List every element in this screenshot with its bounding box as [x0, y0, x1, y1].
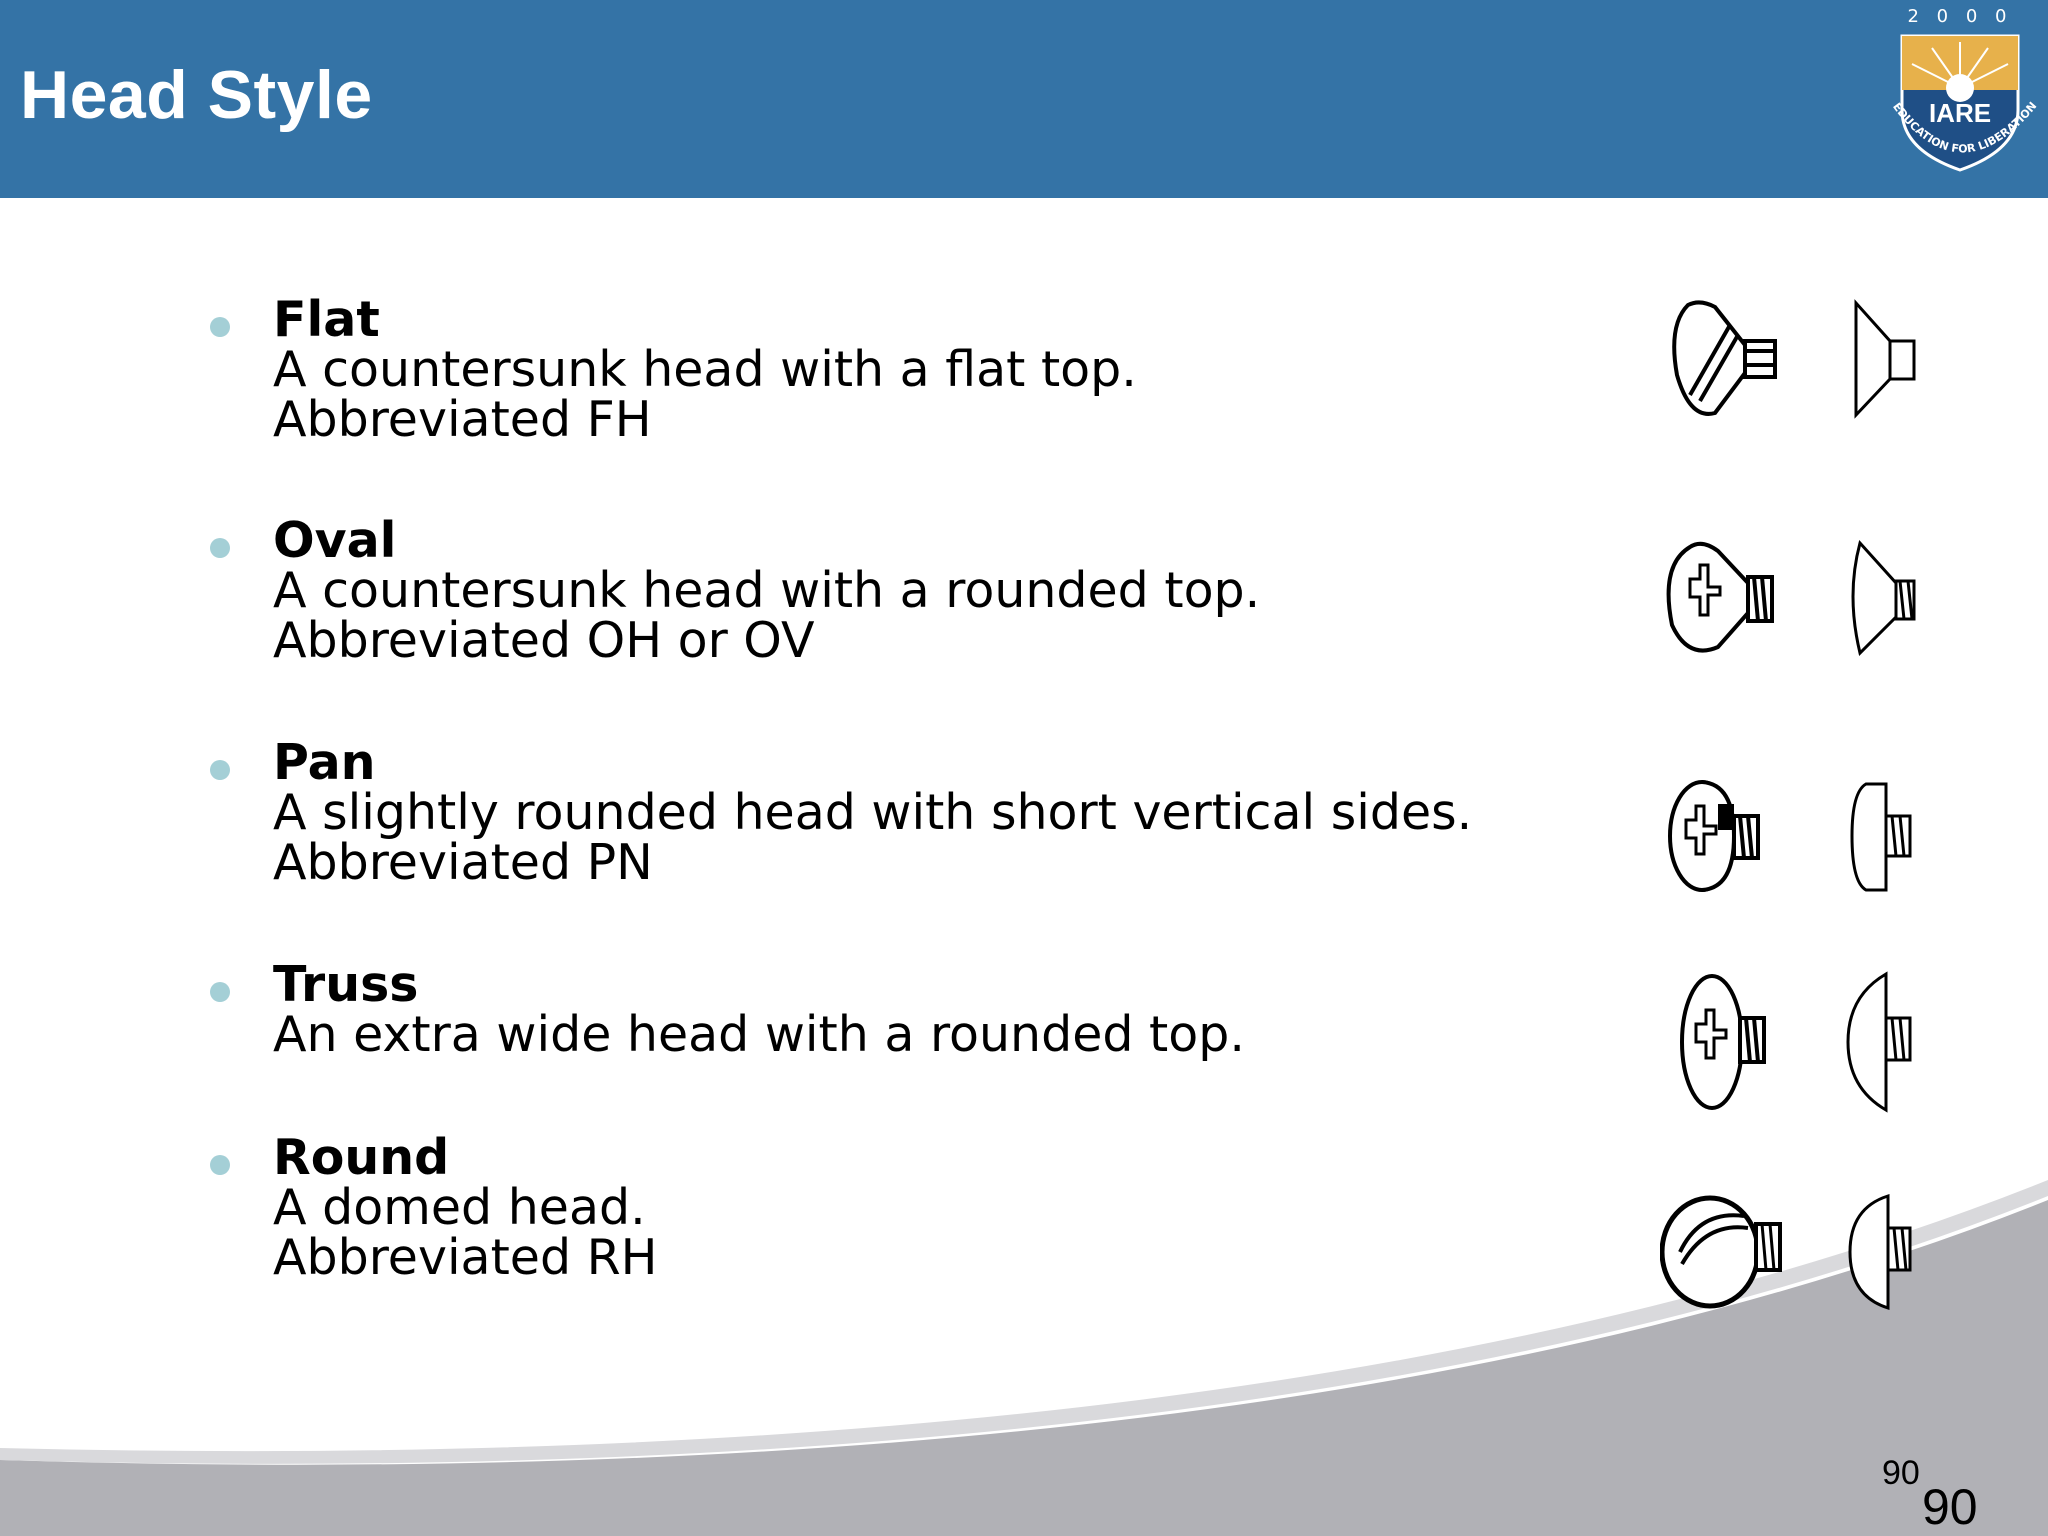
item-abbreviation: Abbreviated FH	[273, 391, 652, 448]
bullet-icon	[210, 760, 230, 780]
logo-year: 2 0 0 0	[1907, 6, 2013, 27]
item-title: Pan	[273, 734, 376, 791]
oval-head-screw-icon	[1660, 535, 1940, 665]
item-abbreviation: Abbreviated OH or OV	[273, 612, 815, 669]
item-description: A domed head.	[273, 1179, 646, 1236]
item-description: A slightly rounded head with short vertical sides.	[273, 784, 1473, 841]
item-description: A countersunk head with a rounded top.	[273, 562, 1261, 619]
bullet-icon	[210, 1155, 230, 1175]
round-head-screw-icon	[1660, 1188, 1940, 1318]
bullet-icon	[210, 982, 230, 1002]
flat-head-screw-icon	[1660, 295, 1940, 425]
item-title: Truss	[273, 956, 419, 1013]
page-number-large: 90	[1922, 1479, 1978, 1535]
slide-title: Head Style	[20, 57, 373, 133]
item-title: Oval	[273, 512, 397, 569]
logo-name: IARE	[1928, 98, 1992, 128]
item-description: An extra wide head with a rounded top.	[273, 1006, 1245, 1063]
pan-head-screw-icon	[1660, 772, 1940, 902]
page-number-small: 90	[1882, 1454, 1920, 1492]
item-description: A countersunk head with a flat top.	[273, 341, 1137, 398]
logo-motto: EDUCATION FOR LIBERATION	[1890, 99, 2040, 156]
bullet-icon	[210, 317, 230, 337]
truss-head-screw-icon	[1660, 966, 1940, 1116]
item-title: Flat	[273, 291, 380, 348]
item-title: Round	[273, 1129, 450, 1186]
item-abbreviation: Abbreviated RH	[273, 1229, 658, 1286]
item-abbreviation: Abbreviated PN	[273, 834, 653, 891]
bullet-icon	[210, 538, 230, 558]
